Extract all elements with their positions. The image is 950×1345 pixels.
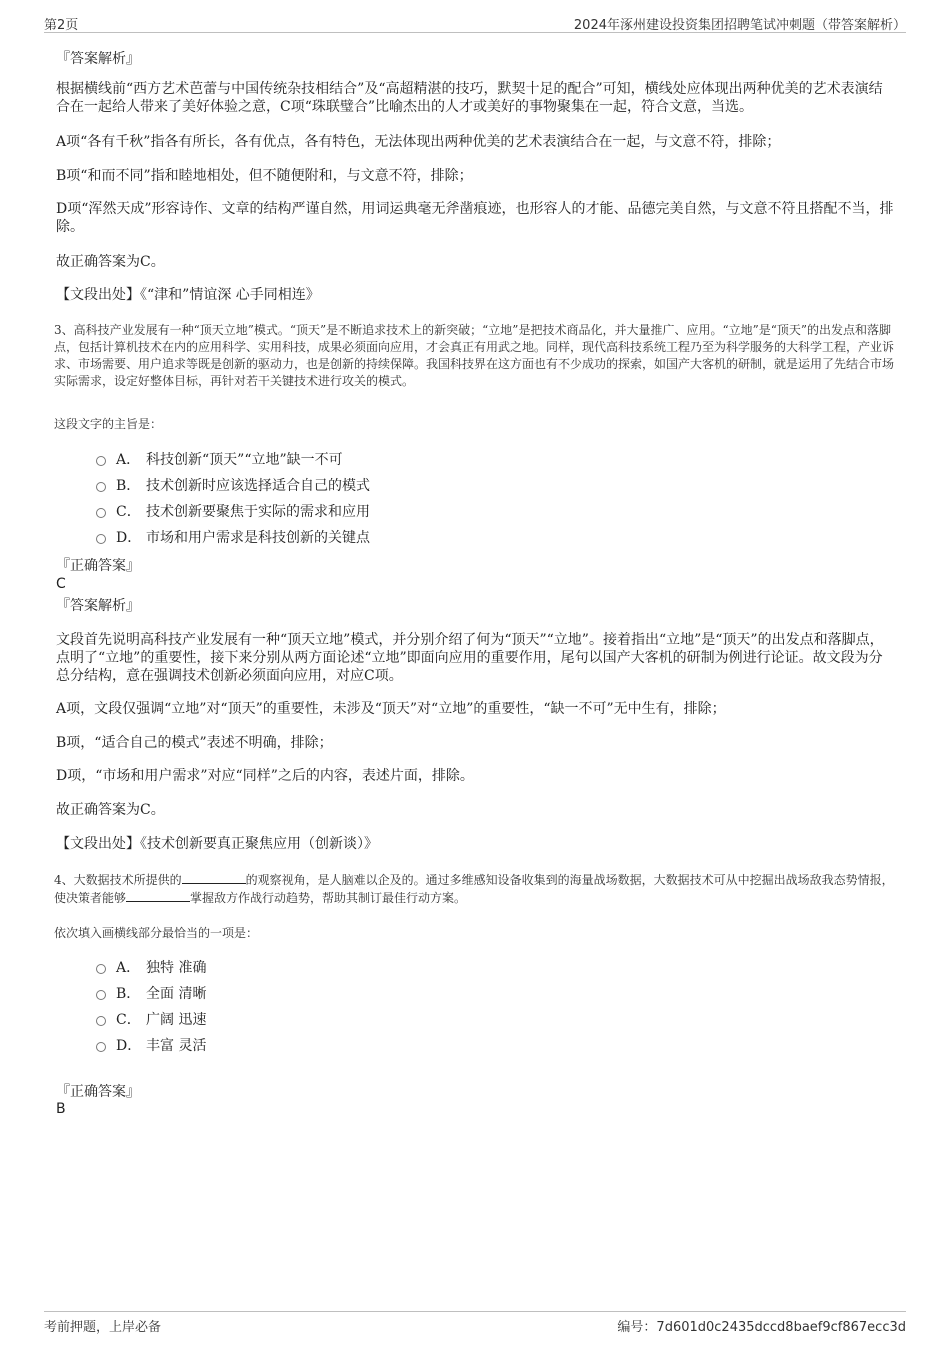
radio-icon[interactable] [96, 1016, 106, 1026]
document-title: 2024年涿州建设投资集团招聘笔试冲刺题（带答案解析） [573, 18, 906, 33]
option-letter: C． [116, 1012, 141, 1028]
radio-icon[interactable] [96, 456, 106, 466]
q4-option-d[interactable] [96, 1036, 206, 1056]
q2-analysis-option-d: D项“浑然天成”形容诗作、文章的结构严谨自然，用词运典毫无斧凿痕迹，也形容人的才能、品德完美自然，与文意不符且搭配不当，排除。 [56, 201, 894, 235]
q3-option-a[interactable] [96, 450, 343, 470]
q4-answer-label: 『正确答案』 [56, 1084, 140, 1100]
option-text: 市场和用户需求是科技创新的关键点 [146, 530, 370, 546]
option-letter: D． [116, 530, 142, 546]
option-letter: B． [116, 478, 141, 494]
q4-stem-part3: 掌握敌方作战行动趋势，帮助其制订最佳行动方案。 [190, 891, 467, 905]
q2-analysis-label: 『答案解析』 [56, 51, 140, 67]
q3-source: 【文段出处】《技术创新要真正聚焦应用（创新谈）》 [56, 836, 378, 852]
q2-analysis-option-b: B项“和而不同”指和睦地相处，但不随便附和，与文意不符，排除； [56, 168, 473, 184]
radio-icon[interactable] [96, 482, 106, 492]
q3-option-c[interactable] [96, 502, 370, 522]
q3-stem: 3、高科技产业发展有一种“顶天立地”模式。“顶天”是不断追求技术上的新突破；“立地”是把技术商品化，并大量推广、应用。“立地”是“顶天”的出发点和落脚点，包括计算机技术在内的应用科学、实用科技，成果必须面向应用，才会真正有用武之地。同样，现代高科技系统工程乃至为科学服务的大科学工程，产业诉求、市场需要、用户追求等既是创新的驱动力，也是创新的持续保障。我国科技界在这方面也有不少成功的探索，如国产大客机的研制，就是运用了先结合市场实际需求，设定好整体目标，再针对若干关键技术进行攻关的模式。 [54, 323, 895, 388]
radio-icon[interactable] [96, 964, 106, 974]
q2-analysis-paragraph: 根据横线前“西方艺术芭蕾与中国传统杂技相结合”及“高超精湛的技巧，默契十足的配合”可知，横线处应体现出两种优美的艺术表演结合在一起给人带来了美好体验之意，C项“珠联璧合”比喻杰出的人才或美好的事物聚集在一起，符合文意，当选。 [56, 81, 883, 115]
radio-icon[interactable] [96, 990, 106, 1000]
page-footer [44, 1311, 906, 1336]
q3-question: 这段文字的主旨是： [54, 417, 163, 431]
option-letter: A． [116, 960, 141, 976]
q4-question: 依次填入画横线部分最恰当的一项是： [54, 926, 259, 940]
q4-option-b[interactable] [96, 984, 206, 1004]
option-letter: A． [116, 452, 141, 468]
q4-option-a[interactable] [96, 958, 206, 978]
option-letter: C． [116, 504, 141, 520]
q2-analysis-option-a: A项“各有千秋”指各有所长，各有优点，各有特色，无法体现出两种优美的艺术表演结合在一起，与文意不符，排除； [56, 134, 781, 150]
document-code [617, 1316, 906, 1335]
document-code-value: 7d601d0c2435dccd8baef9cf867ecc3d [656, 1320, 906, 1335]
q3-answer: C [56, 576, 66, 592]
q3-option-d[interactable] [96, 528, 370, 548]
q4-option-c[interactable] [96, 1010, 206, 1030]
option-letter: D． [116, 1038, 142, 1054]
footer-slogan: 考前押题，上岸必备 [44, 1320, 162, 1335]
q3-analysis-label: 『答案解析』 [56, 598, 140, 614]
option-text: 独特 准确 [146, 960, 207, 976]
q3-analysis-option-d: D项，“市场和用户需求”对应“同样”之后的内容，表述片面，排除。 [56, 768, 474, 784]
q3-conclusion: 故正确答案为C。 [56, 802, 165, 818]
radio-icon[interactable] [96, 1042, 106, 1052]
option-text: 广阔 迅速 [146, 1012, 207, 1028]
option-text: 技术创新时应该选择适合自己的模式 [146, 478, 370, 494]
q4-stem-part1: 4、大数据技术所提供的 [54, 873, 182, 887]
q3-answer-label: 『正确答案』 [56, 558, 140, 574]
option-text: 全面 清晰 [146, 986, 207, 1002]
option-text: 丰富 灵活 [146, 1038, 207, 1054]
radio-icon[interactable] [96, 508, 106, 518]
option-text: 科技创新“顶天”“立地”缺一不可 [146, 452, 343, 468]
option-letter: B． [116, 986, 141, 1002]
q3-analysis-option-a: A项，文段仅强调“立地”对“顶天”的重要性，未涉及“顶天”对“立地”的重要性，“缺一不可”无中生有，排除； [56, 701, 726, 717]
page-number: 第2页 [44, 18, 79, 33]
document-code-label: 编号： [617, 1320, 657, 1335]
q2-conclusion: 故正确答案为C。 [56, 254, 165, 270]
radio-icon[interactable] [96, 534, 106, 544]
q4-stem [54, 871, 899, 907]
fill-blank-1 [182, 871, 246, 884]
q4-stem-part2: 的观察视角，是人脑难以企及的。通过多维感知设备收集到的海量战场数据，大数据技术可从中挖掘出战场敌我态势情报，使决策者能够 [54, 873, 894, 905]
q4-answer: B [56, 1101, 66, 1117]
q3-analysis-option-b: B项，“适合自己的模式”表述不明确，排除； [56, 735, 333, 751]
page-header [44, 12, 906, 33]
q3-analysis-paragraph: 文段首先说明高科技产业发展有一种“顶天立地”模式，并分别介绍了何为“顶天”“立地”。接着指出“立地”是“顶天”的出发点和落脚点，点明了“立地”的重要性，接下来分别从两方面论述“立地”即面向应用的重要作用，尾句以国产大客机的研制为例进行论证。故文段为分总分结构，意在强调技术创新必须面向应用，对应C项。 [56, 632, 884, 684]
fill-blank-2 [126, 889, 190, 902]
q2-source: 【文段出处】《“津和”情谊深 心手同相连》 [56, 287, 320, 303]
option-text: 技术创新要聚焦于实际的需求和应用 [146, 504, 370, 520]
q3-option-b[interactable] [96, 476, 370, 496]
